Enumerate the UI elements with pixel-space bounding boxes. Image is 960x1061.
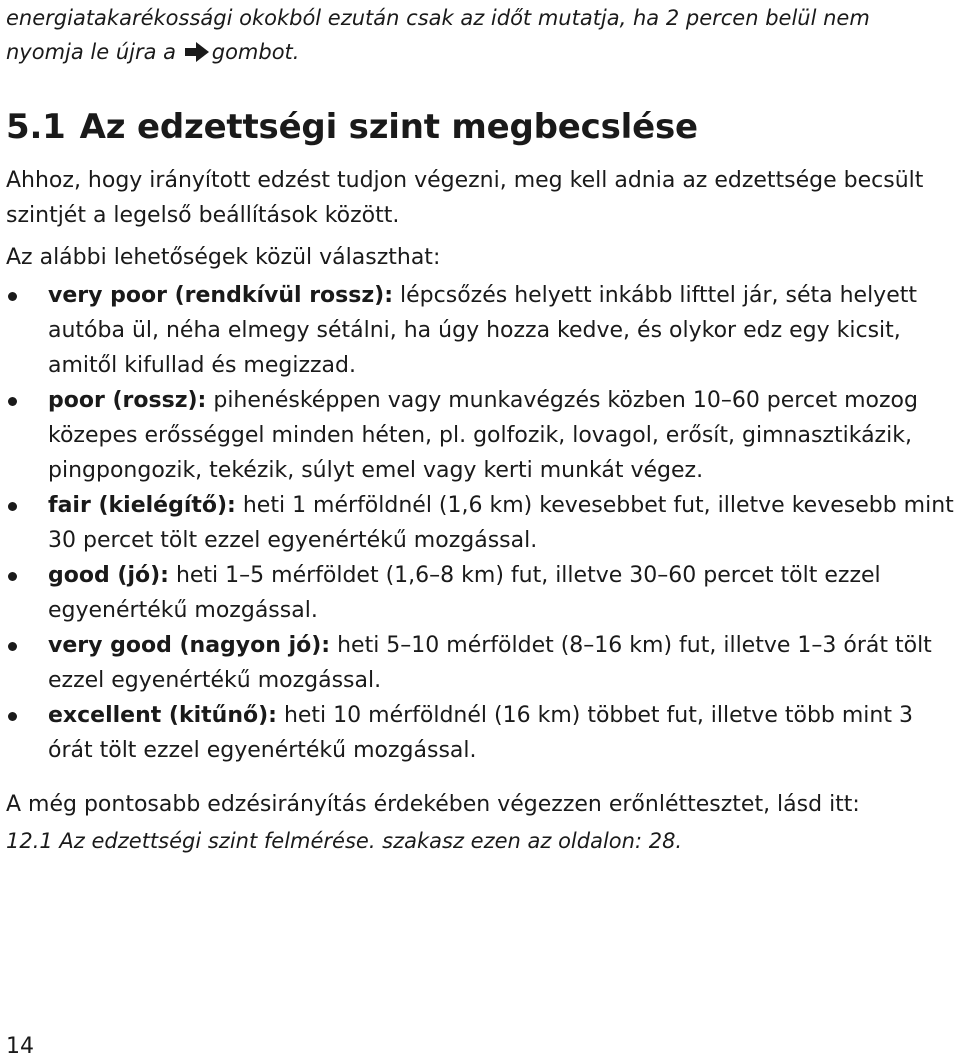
option-description: heti 1–5 mérföldet (1,6–8 km) fut, illetve 30–60 percet tölt ezzel egyenértékű mozgással. — [48, 563, 881, 623]
fitness-level-list — [6, 278, 956, 768]
list-item-excellent — [6, 698, 956, 768]
list-item-very-good — [6, 628, 956, 698]
bullet-icon — [8, 642, 17, 651]
list-item-poor — [6, 383, 956, 488]
paragraph-options-lead: Az alábbi lehetőségek közül választhat: — [6, 245, 441, 270]
page-number: 14 — [6, 1034, 34, 1059]
option-term: fair (kielégítő): — [48, 493, 236, 518]
bullet-icon — [8, 502, 17, 511]
paragraph-intro: Ahhoz, hogy irányított edzést tudjon végezni, meg kell adnia az edzettsége becsült szintjét a legelső beállítások között. — [6, 168, 924, 228]
bullet-icon — [8, 712, 17, 721]
option-description: lépcsőzés helyett inkább lifttel jár, séta helyett autóba ül, néha elmegy sétálni, ha úgy hozza kedve, és olykor edz egy kicsit, amitől kifullad és megizzad. — [48, 283, 917, 378]
list-item-fair — [6, 488, 956, 558]
option-description: heti 1 mérföldnél (1,6 km) kevesebbet fut, illetve kevesebb mint 30 percet tölt ezzel egyenértékű mozgással. — [48, 493, 954, 553]
intro-line-2-start: nyomja le újra a — [6, 40, 177, 64]
option-description: pihenésképpen vagy munkavégzés közben 10–60 percet mozog közepes erősséggel minden héten, pl. golfozik, lovagol, erősít, gimnasztikázik, pingpongozik, tekézik, súlyt emel vagy kerti munkát végez. — [48, 388, 918, 483]
intro-line-2-end: gombot. — [211, 40, 300, 64]
option-term: excellent (kitűnő): — [48, 703, 277, 728]
option-term: very poor (rendkívül rossz): — [48, 283, 394, 308]
list-item-very-poor — [6, 278, 956, 383]
bullet-icon — [8, 397, 17, 406]
option-term: poor (rossz): — [48, 388, 207, 413]
section-title: Az edzettségi szint megbecslése — [79, 107, 698, 147]
option-description: heti 10 mérföldnél (16 km) többet fut, illetve több mint 3 órát tölt ezzel egyenértékű mozgással. — [48, 703, 913, 763]
paragraph-fitness-test: A még pontosabb edzésirányítás érdekében végezzen erőnléttesztet, lásd itt: — [6, 792, 860, 817]
bullet-icon — [8, 572, 17, 581]
section-heading — [6, 107, 698, 147]
intro-line-1: energiatakarékossági okokból ezután csak az időt mutatja, ha 2 percen belül nem — [6, 6, 870, 30]
arrow-right-icon — [185, 42, 209, 62]
option-description: heti 5–10 mérföldet (8–16 km) fut, illetve 1–3 órát tölt ezzel egyenértékű mozgással. — [48, 633, 932, 693]
manual-page — [6, 0, 956, 853]
cross-reference-link[interactable]: 12.1 Az edzettségi szint felmérése. szakasz ezen az oldalon: 28. — [6, 829, 683, 853]
bullet-icon — [8, 292, 17, 301]
intro-text — [6, 0, 956, 69]
list-item-good — [6, 558, 956, 628]
option-term: very good (nagyon jó): — [48, 633, 331, 658]
section-number: 5.1 — [6, 107, 66, 147]
option-term: good (jó): — [48, 563, 169, 588]
